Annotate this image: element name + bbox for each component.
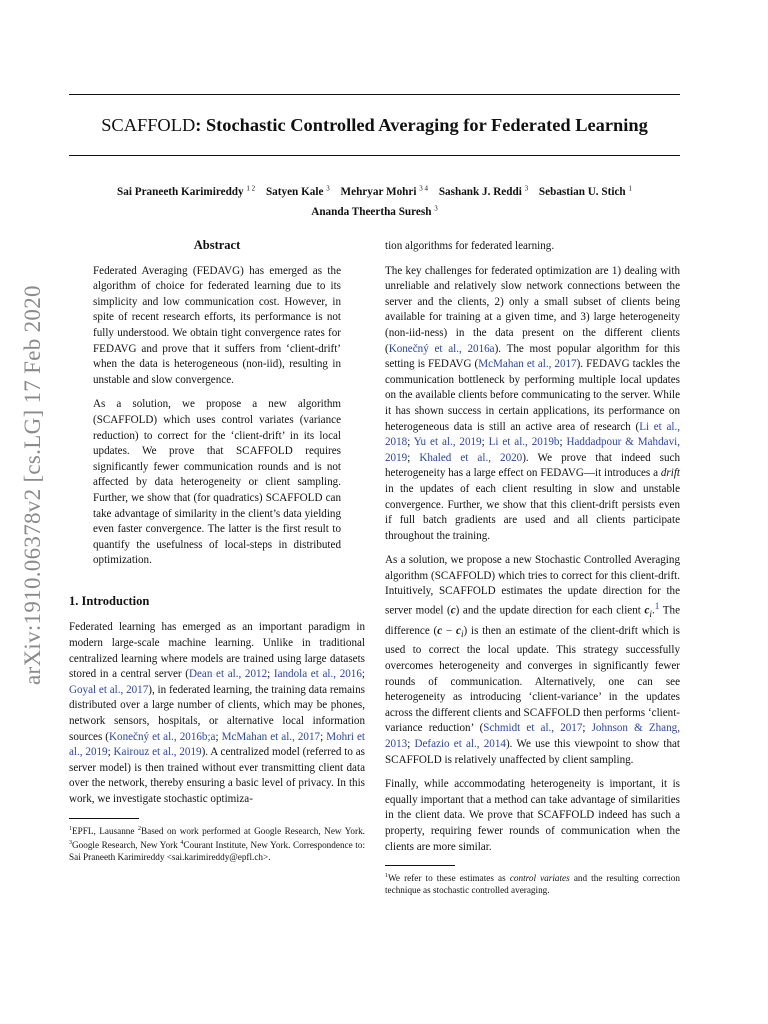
footnote-marker[interactable]: 1 [654,602,660,613]
right-column [385,239,680,906]
citation-link[interactable]: McMahan et al., 2017 [221,730,321,743]
intro-paragraph-1: Federated learning has emerged as an important paradigm in modern large-scale machine learning. Unlike in traditional centralized learning where models are trained using large datasets stored in a central server (Dean et al., 2012; Iandola et al., 2016; Goyal et al., 2017), in federated learning, the training data remains distributed over a large number of clients, which may be phones, network sensors, hospitals, or alternative local information sources (Konečný et al., 2016b;a; McMahan et al., 2017; Mohri et al., 2019; Kairouz et al., 2019). A centralized model (referred to as server model) is then trained without ever transmitting client data over the network, thereby ensuring a basic level of privacy. In this work, we investigate stochastic optimiza- [69,621,365,805]
author: Sebastian U. Stich $^1$ [538,184,632,198]
author-row-1 [69,180,680,201]
author: Ananda Theertha Suresh $^3$ [311,204,438,219]
abstract-body [93,264,341,569]
intro-paragraph-2: The key challenges for federated optimization are 1) dealing with unreliable and relatively slow network connections between the server and the clients, 2) only a small subset of clients being available for training at a given time, and 3) large heterogeneity (non-iid-ness) in the data present on the different clients (Konečný et al., 2016a). The most popular algorithm for this setting is FEDAVG (McMahan et al., 2017). FEDAVG tackles the communication bottleneck by performing multiple local updates on the available clients before communicating to the server. While it has shown success in certain applications, its performance on heterogeneous data is still an active area of research (Li et al., 2018; Yu et al., 2019; Li et al., 2019b; Haddadpour & Mahdavi, 2019; Khaled et al., 2020). We prove that indeed such heterogeneity has a large effect on FEDAVG—it introduces a drift in the updates of each client resulting in slow and unstable convergence. Further, we show that this client-drift persists even if full batch gradients are used and all clients participate throughout the training. [385,264,681,542]
author: Sashank J. Reddi $^3$ [438,184,529,198]
paper-title [69,113,680,137]
citation-link[interactable]: Haddadpour & Mahdavi, 2019 [385,436,680,464]
author-list [69,180,680,221]
footnote-rule [385,865,455,866]
citation-link[interactable]: Iandola et al., 2016 [273,668,362,681]
citation-link[interactable]: Konečný et al., 2016a [388,342,495,355]
citation-link[interactable]: Khaled et al., 2020 [419,451,523,464]
citation-link[interactable]: Kairouz et al., 2019 [113,746,202,759]
footnote-rule [69,818,139,819]
author: Mehryar Mohri $^{3 4}$ [340,184,429,198]
intro-continuation: tion algorithms for federated learning. [385,240,555,252]
top-rule [69,94,680,95]
intro-paragraph-3: As a solution, we propose a new Stochastic Controlled Averaging algorithm (SCAFFOLD) which tries to correct for this client-drift. Intuitively, SCAFFOLD estimates the update direction for the server model (c) and the update direction for each client $c_i.^1$ The difference $(c - c_i)$ is then an estimate of the client-drift which is used to correct the local update. This strategy successfully overcomes heterogeneity and converges in significantly fewer rounds of communication. Alternatively, one can see heterogeneity as introducing ‘client-variance’ in the updates across the different clients and SCAFFOLD then performs ‘client-variance reduction’ (Schmidt et al., 2017; Johnson & Zhang, 2013; Defazio et al., 2014). We use this viewpoint to show that SCAFFOLD is relatively unaffected by client sampling. [385,554,681,766]
author: Sai Praneeth Karimireddy $^{1 2}$ [117,184,256,198]
abstract-paragraph-2: As a solution, we propose a new algorithm (SCAFFOLD) which uses control variates (variance reduction) to correct for the ‘client-drift’ in its local updates. We prove that SCAFFOLD requires significantly fewer communication rounds and is not affected by data heterogeneity or client sampling. Further, we show that (for quadratics) SCAFFOLD can take advantage of similarity in the client’s data yielding even faster convergence. The latter is the first result to quantify the usefulness of local-steps in distributed optimization. [93,398,341,567]
bottom-rule [69,155,680,156]
citation-link[interactable]: Defazio et al., 2014 [414,737,506,750]
author-row-2 [69,201,680,222]
citation-link[interactable]: Schmidt et al., 2017 [483,722,583,735]
title-prefix: SCAFFOLD [101,115,196,135]
citation-link[interactable]: Dean et al., 2012 [188,668,268,681]
author: Satyen Kale $^3$ [265,184,330,198]
citation-link[interactable]: Li et al., 2018 [385,420,681,449]
drift-emphasis: drift [660,467,680,480]
intro-paragraph-4: Finally, while accommodating heterogeneity is important, it is equally important that a method can take advantage of similarities in the client data. We prove that SCAFFOLD indeed has such a property, requiring fewer rounds of communication when the clients are more similar. [385,778,680,853]
citation-link[interactable]: McMahan et al., 2017 [478,358,577,371]
affiliation-footnote: $^1$EPFL, Lausanne $^2$Based on work performed at Google Research, New York. $^3$Google Research, New York $^4$Courant Institute, New York. Correspondence to: Sai Praneeth Karimireddy <sai.karimireddy@epfl.ch>. [69,825,365,863]
citation-link[interactable]: Mohri et al., 2019 [69,730,365,759]
control-variates-footnote: $^1$We refer to these estimates as control variates and the resulting correction technique as stochastic controlled averaging. [385,873,680,896]
citation-link[interactable]: Johnson & Zhang, 2013 [385,722,680,750]
section-heading-introduction: 1. Introduction [69,593,150,608]
citation-link[interactable]: Yu et al., 2019 [413,436,482,449]
citation-link[interactable]: Li et al., 2019b [488,436,560,449]
abstract-heading: Abstract [193,238,241,252]
citation-link[interactable]: Konečný et al., 2016b;a [109,730,216,743]
left-column [69,238,365,873]
citation-link[interactable]: Goyal et al., 2017 [69,683,149,696]
abstract-paragraph-1: Federated Averaging (FEDAVG) has emerged as the algorithm of choice for federated learning due to its simplicity and low communication cost. However, in spite of recent research efforts, its performance is not fully understood. We obtain tight convergence rates for FEDAVG and prove that it suffers from ‘client-drift’ when the data is heterogeneous (non-iid), resulting in unstable and slow convergence. [93,264,341,386]
title-rest: : Stochastic Controlled Averaging for Federated Learning [195,115,648,135]
